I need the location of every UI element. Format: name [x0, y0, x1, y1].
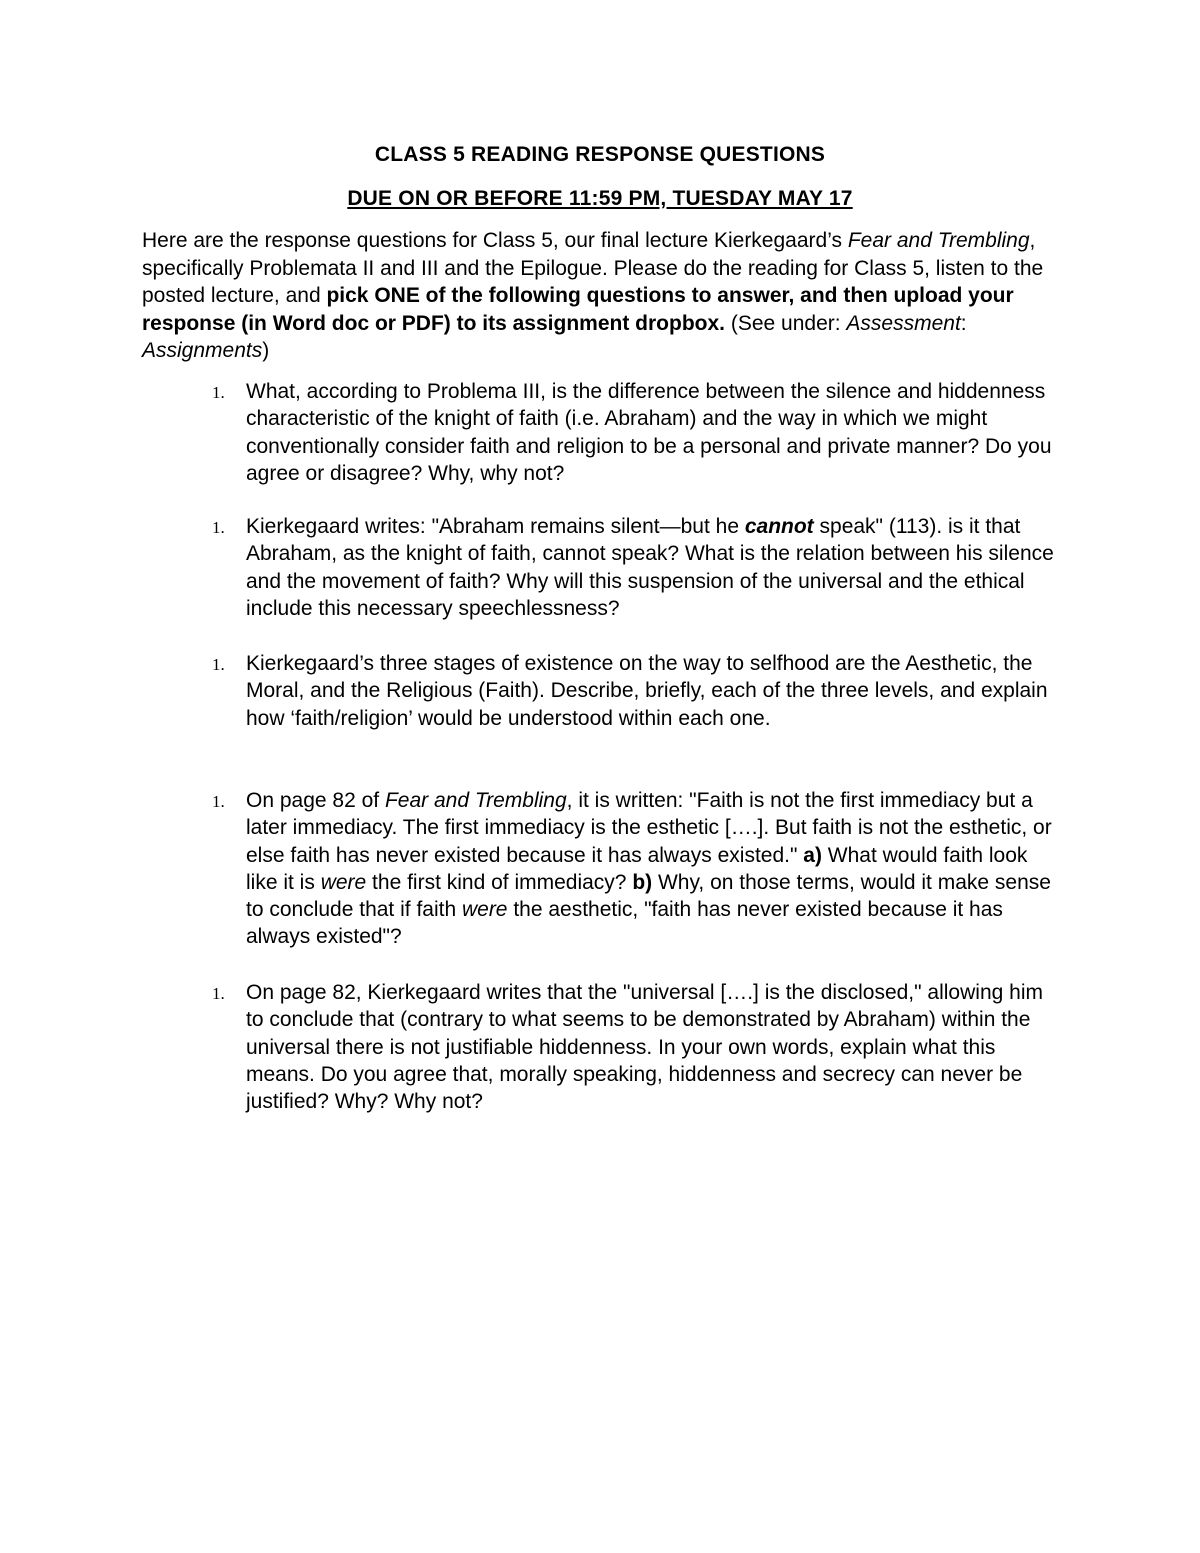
question-4-text-d: the first kind of immediacy?	[366, 870, 633, 894]
question-4-emphasis-2: were	[461, 898, 508, 922]
intro-book-title: Fear and Trembling	[847, 229, 1030, 252]
due-date-heading: DUE ON OR BEFORE 11:59 PM, TUESDAY MAY 17	[347, 187, 853, 210]
question-number: 1.	[212, 655, 225, 674]
intro-text-1: Here are the response questions for Class 5, our final lecture Kierkegaard’s	[142, 229, 848, 252]
intro-text-3: (See under:	[725, 311, 847, 335]
question-2-emphasis: cannot	[744, 515, 814, 538]
question-4-text-e: Why, on those terms, would it make sense to conclude that if faith	[246, 870, 1051, 922]
question-4-book-title: Fear and Trembling	[384, 789, 567, 812]
question-2-text-a: Kierkegaard writes: "Abraham remains silent—but he	[246, 515, 745, 538]
question-4-text-a: On page 82 of	[246, 789, 385, 812]
question-4	[246, 787, 1056, 951]
intro-instructions-bold: pick ONE of the following questions to answer, and then upload your response (in Word doc or PDF) to its assignment dropbox.	[142, 284, 1014, 335]
intro-close: )	[262, 339, 270, 362]
intro-assignments: Assignments	[142, 339, 263, 362]
intro-separator: :	[960, 311, 967, 335]
question-4-text-f: the aesthetic, "faith has never existed because it has always existed"?	[246, 898, 1003, 949]
question-2-text-b: speak" (113). is it that Abraham, as the knight of faith, cannot speak? What is the relation between his silence and the movement of faith? Why will this suspension of the universal and the ethical include this necessary speechlessness?	[246, 515, 1054, 620]
intro-assessment: Assessment	[846, 311, 961, 335]
question-number: 1.	[212, 792, 225, 811]
question-2	[246, 513, 1056, 622]
intro-paragraph	[142, 227, 1062, 365]
question-4-part-a-label: a)	[803, 843, 822, 867]
document-title: CLASS 5 READING RESPONSE QUESTIONS	[374, 143, 826, 166]
question-5: On page 82, Kierkegaard writes that the "universal [….] is the disclosed," allowing him to conclude that (contrary to what seems to be demonstrated by Abraham) within the universal there is not justifiable hiddenness. In your own words, explain what this means. Do you agree that, morally speaking, hiddenness and secrecy can never be justified? Why? Why not?	[246, 981, 1043, 1114]
question-4-part-b-label: b)	[632, 870, 653, 894]
question-1: What, according to Problema III, is the difference between the silence and hiddenness characteristic of the knight of faith (i.e. Abraham) and the way in which we might conventionally consider faith and religion to be a personal and private manner? Do you agree or disagree? Why, why not?	[246, 380, 1052, 485]
question-4-emphasis-1: were	[320, 870, 367, 894]
question-number: 1.	[212, 383, 225, 402]
question-4-text-c: What would faith look like it is	[246, 843, 1028, 894]
question-number: 1.	[212, 984, 225, 1003]
question-4-text-b: , it is written: "Faith is not the first immediacy but a later immediacy. The first immediacy is the esthetic [….]. But faith is not the esthetic, or else faith has never existed because it has always existed."	[246, 789, 1052, 867]
intro-text-2: , specifically Problemata II and III and the Epilogue. Please do the reading for Class 5, listen to the posted lecture, and	[142, 229, 1044, 307]
question-3: Kierkegaard’s three stages of existence on the way to selfhood are the Aesthetic, the Moral, and the Religious (Faith). Describe, briefly, each of the three levels, and explain how ‘faith/religion’ would be understood within each one.	[246, 652, 1048, 730]
question-number: 1.	[212, 518, 225, 537]
